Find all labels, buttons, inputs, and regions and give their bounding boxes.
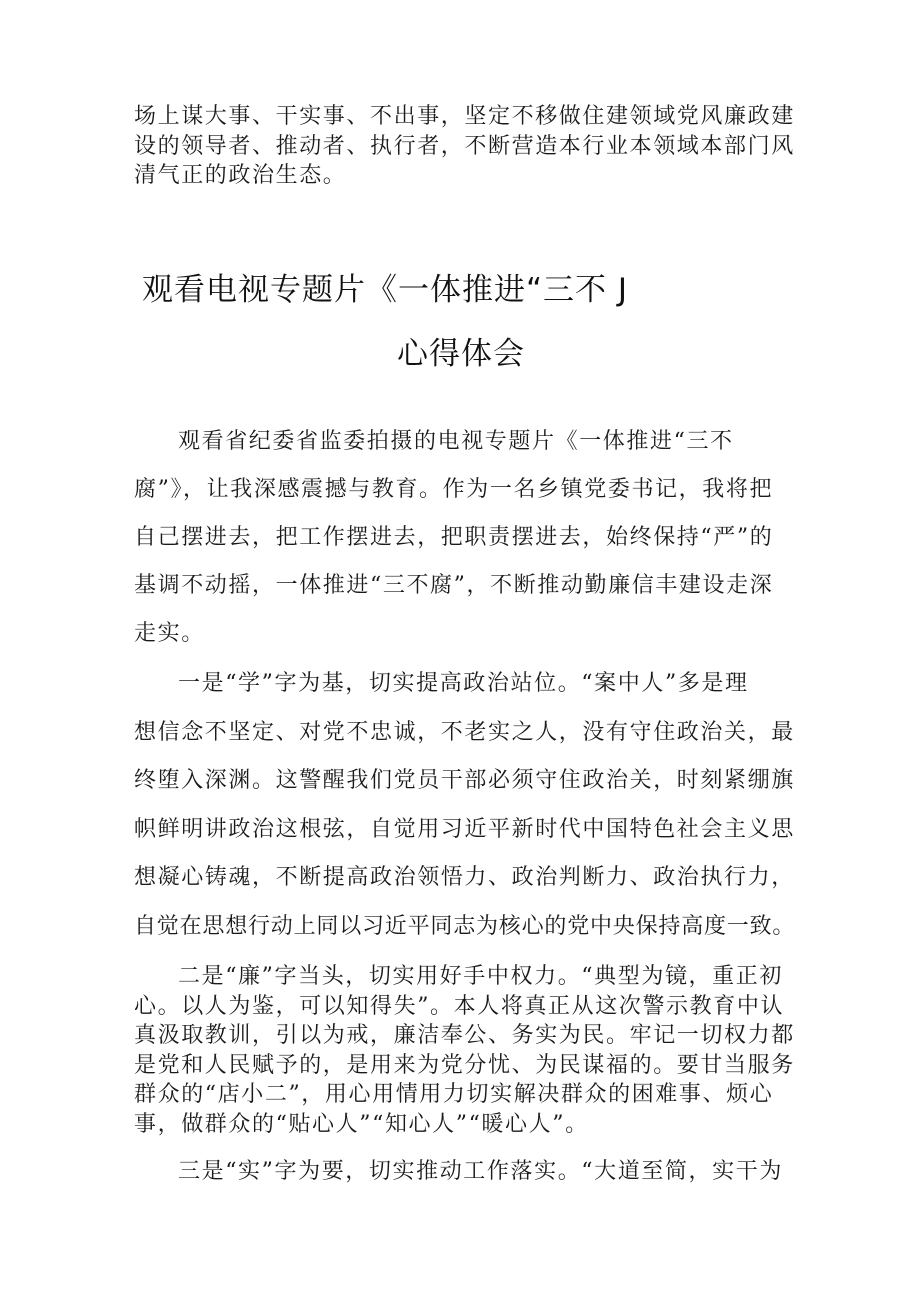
- text-line: 想凝心铸魂，不断提高政治领悟力、政治判断力、政治执行力，: [134, 865, 795, 890]
- text-line: 设的领导者、推动者、执行者，不断营造本行业本领域本部门风: [134, 133, 795, 159]
- text-line: 二是“廉”字当头，切实用好手中权力。“典型为镜，重正初: [178, 964, 783, 989]
- text-line: 想信念不坚定、对党不忠诚，不老实之人，没有守住政治关，最: [134, 719, 795, 745]
- text-line: 一是“学”字为基，切实提高政治站位。“案中人”多是理: [178, 671, 749, 696]
- text-line: 腐”》，让我深感震撼与教育。作为一名乡镇党委书记，我将把: [134, 477, 774, 502]
- text-line: 群众的“店小二”，用心用情用力切实解决群众的困难事、烦心: [134, 1082, 774, 1107]
- text-line: 帜鲜明讲政治这根弦，自觉用习近平新时代中国特色社会主义思: [134, 816, 795, 842]
- text-line: 事，做群众的“贴心人”“知心人”“暖心人”。: [134, 1111, 589, 1137]
- body-paragraph-2: [134, 660, 794, 951]
- document-title-line-2: 心得体会: [397, 336, 525, 372]
- body-paragraph-3: [134, 962, 794, 1139]
- text-line: 清气正的政治生态。: [134, 163, 347, 188]
- intro-fragment-paragraph: [134, 102, 794, 191]
- text-line: 基调不动摇，一体推进“三不腐”，不断推动勤廉信丰建设走深: [134, 573, 774, 598]
- body-paragraph-4: [134, 1157, 794, 1187]
- text-line: 自觉在思想行动上同以习近平同志为核心的党中央保持高度一致。: [134, 913, 796, 939]
- text-line: 观看省纪委省监委拍摄的电视专题片《一体推进“三不: [178, 429, 734, 454]
- text-line: 是党和人民赋予的，是用来为党分忧、为民谋福的。要甘当服务: [134, 1052, 795, 1078]
- text-line: 心。以人为鉴，可以知得失”。本人将真正从这次警示教育中认: [134, 993, 785, 1019]
- text-line: 自己摆进去，把工作摆进去，把职责摆进去，始终保持“严”的: [134, 525, 774, 550]
- body-paragraph-1: [134, 418, 794, 658]
- text-line: 终堕入深渊。这警醒我们党员干部必须守住政治关，时刻紧绷旗: [134, 768, 795, 793]
- text-line: 真汲取教训，引以为戒，廉洁奉公、务实为民。牢记一切权力都: [134, 1023, 795, 1048]
- text-line: 走实。: [134, 621, 205, 646]
- document-title-line-1: 观看电视专题片《一体推进“三不 J: [142, 272, 629, 308]
- text-line: 场上谋大事、干实事、不出事，坚定不移做住建领域党风廉政建: [134, 104, 795, 129]
- text-line: 三是“实”字为要，切实推动工作落实。“大道至简，实干为: [178, 1159, 783, 1184]
